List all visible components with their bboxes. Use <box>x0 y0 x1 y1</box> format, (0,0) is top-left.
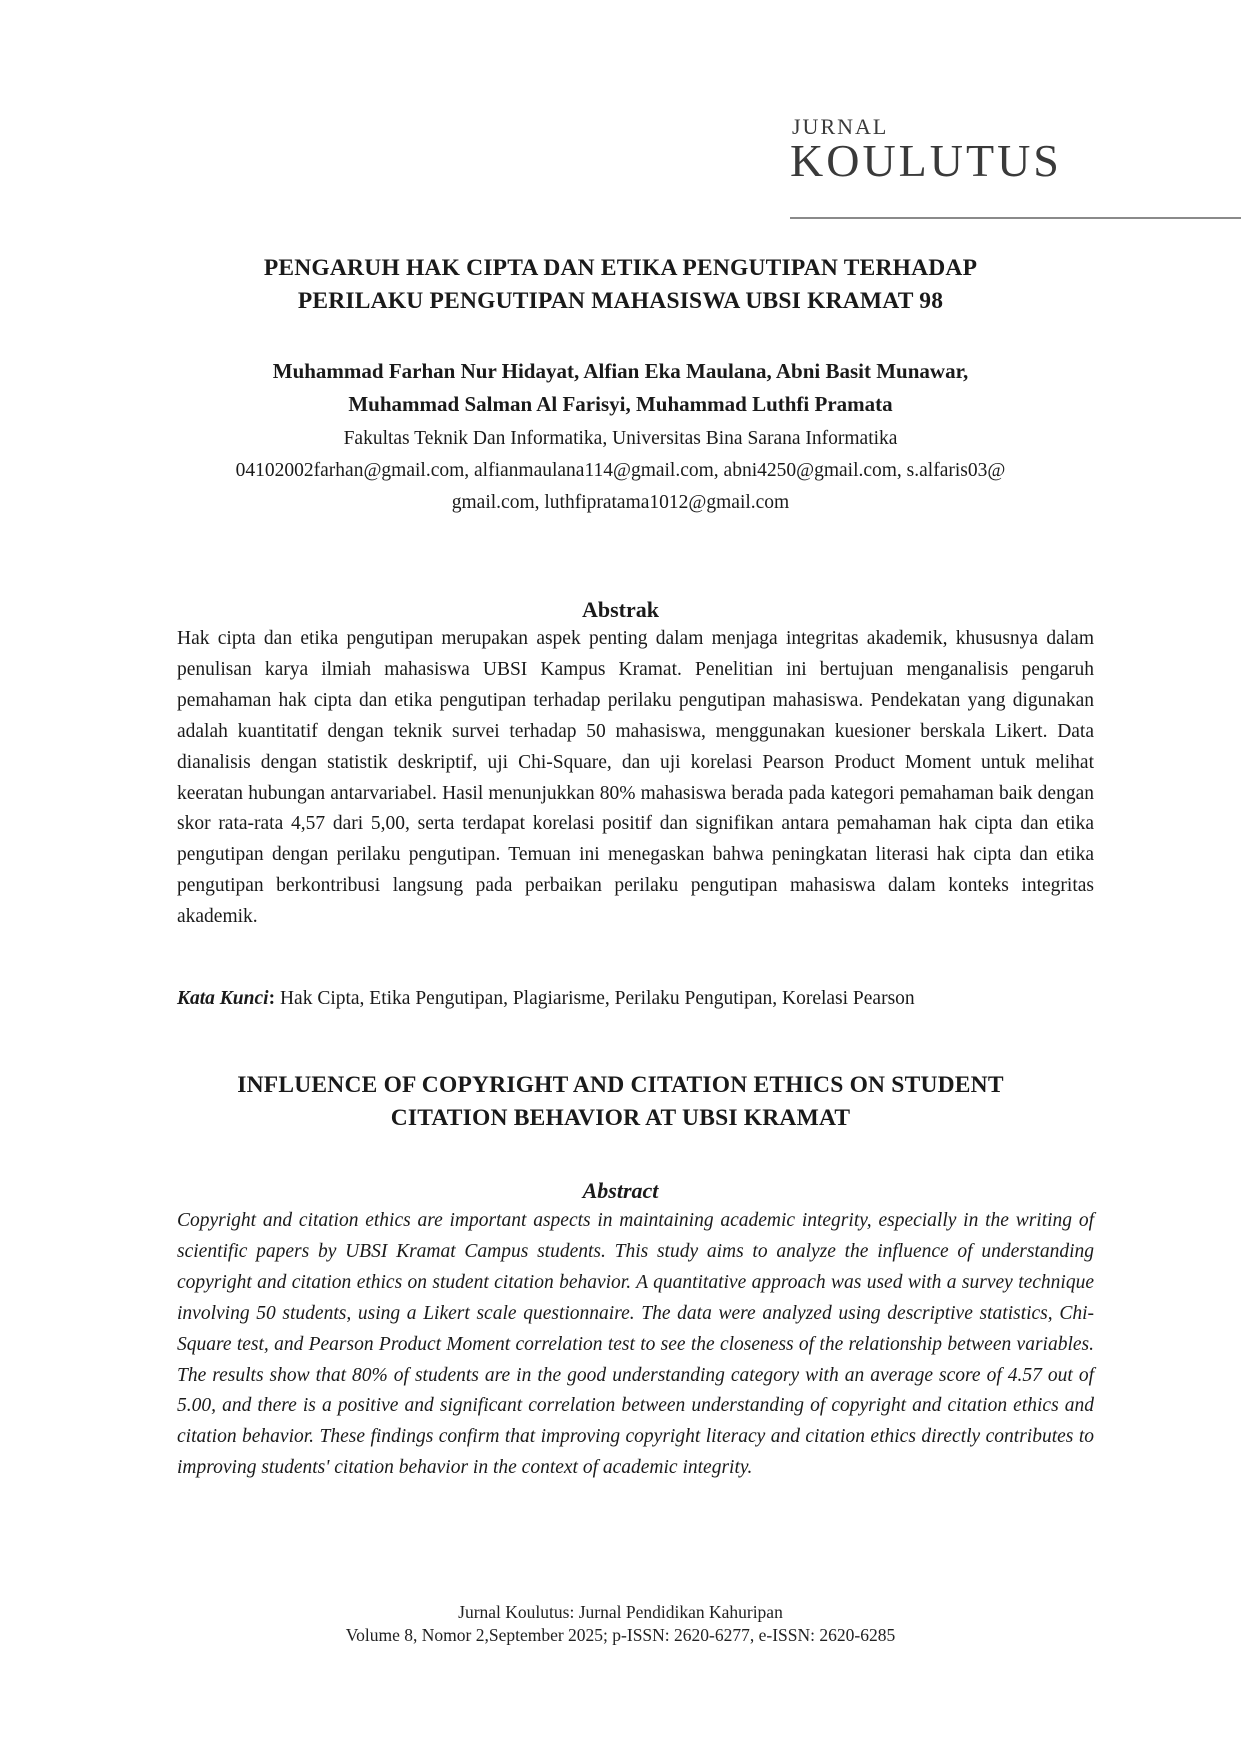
paper-title-english <box>160 1069 1081 1135</box>
abstrak-body: Hak cipta dan etika pengutipan merupakan aspek penting dalam menjaga integritas akademik, khususnya dalam penulisan karya ilmiah mahasiswa UBSI Kampus Kramat. Penelitian ini bertujuan menganalisis pengaruh pemahaman hak cipta dan etika pengutipan terhadap perilaku pengutipan mahasiswa. Pendekatan yang digunakan adalah kuantitatif dengan teknik survei terhadap 50 mahasiswa, menggunakan kuesioner berskala Likert. Data dianalisis dengan statistik deskriptif, uji Chi-Square, dan uji korelasi Pearson Product Moment untuk melihat keeratan hubungan antarvariabel. Hasil menunjukkan 80% mahasiswa berada pada kategori pemahaman baik dengan skor rata-rata 4,57 dari 5,00, serta terdapat korelasi positif dan signifikan antara pemahaman hak cipta dan etika pengutipan dengan perilaku pengutipan. Temuan ini menegaskan bahwa peningkatan literasi hak cipta dan etika pengutipan berkontribusi langsung pada perbaikan perilaku pengutipan mahasiswa dalam konteks integritas akademik. <box>177 628 1094 928</box>
keywords-colon: : <box>268 988 276 1009</box>
footer-line-1: Jurnal Koulutus: Jurnal Pendidikan Kahuripan <box>458 1602 783 1622</box>
authors-line-1: Muhammad Farhan Nur Hidayat, Alfian Eka Maulana, Abni Basit Munawar, <box>272 359 969 383</box>
masthead-large-text: KOULUTUS <box>790 135 1062 186</box>
author-list <box>160 355 1081 421</box>
abstract-body: Copyright and citation ethics are important aspects in maintaining academic integrity, especially in the writing of scientific papers by UBSI Kramat Campus students. This study aims to analyze the influence of understanding copyright and citation ethics on student citation behavior. A quantitative approach was used with a survey technique involving 50 students, using a Likert scale questionnaire. The data were analyzed using descriptive statistics, Chi-Square test, and Pearson Product Moment correlation test to see the closeness of the relationship between variables. The results show that 80% of students are in the good understanding category with an average score of 4.57 out of 5.00, and there is a positive and significant correlation between understanding of copyright and citation ethics and citation behavior. These findings confirm that improving copyright literacy and citation ethics directly contributes to improving students' citation behavior in the context of academic integrity. <box>177 1210 1094 1479</box>
emails-line-2: gmail.com, luthfipratama1012@gmail.com <box>451 492 790 513</box>
footer-line-2: Volume 8, Nomor 2,September 2025; p-ISSN: 2620-6277, e-ISSN: 2620-6285 <box>345 1625 896 1645</box>
title-en-line-1: INFLUENCE OF COPYRIGHT AND CITATION ETHICS ON STUDENT <box>237 1072 1004 1098</box>
abstract-heading: Abstract <box>582 1178 659 1203</box>
page-footer <box>160 1601 1081 1647</box>
masthead-divider <box>790 217 1241 219</box>
affiliation: Fakultas Teknik Dan Informatika, Universitas Bina Sarana Informatika <box>343 428 898 449</box>
abstrak-heading: Abstrak <box>581 597 659 622</box>
title-id-line-2: PERILAKU PENGUTIPAN MAHASISWA UBSI KRAMAT 98 <box>297 288 944 314</box>
keywords-text: Hak Cipta, Etika Pengutipan, Plagiarisme, Perilaku Pengutipan, Korelasi Pearson <box>275 988 915 1009</box>
keywords-label: Kata Kunci <box>177 988 269 1009</box>
emails-line-1: 04102002farhan@gmail.com, alfianmaulana114@gmail.com, abni4250@gmail.com, s.alfaris03@ <box>235 460 1006 481</box>
paper-title-indonesian <box>160 252 1081 318</box>
author-emails <box>160 455 1081 519</box>
journal-masthead <box>790 116 1241 186</box>
title-id-line-1: PENGARUH HAK CIPTA DAN ETIKA PENGUTIPAN TERHADAP <box>263 255 978 281</box>
keywords-line <box>177 984 1094 1014</box>
authors-line-2: Muhammad Salman Al Farisyi, Muhammad Luthfi Pramata <box>348 392 893 416</box>
title-en-line-2: CITATION BEHAVIOR AT UBSI KRAMAT <box>390 1105 851 1131</box>
masthead-small-text: JURNAL <box>792 114 889 139</box>
